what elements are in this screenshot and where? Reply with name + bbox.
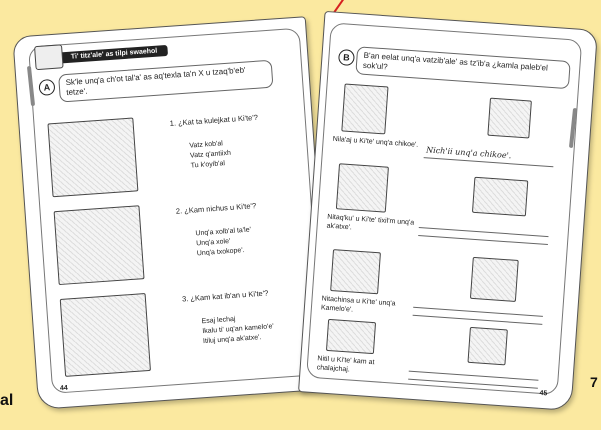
story-illustration-2: [54, 205, 145, 285]
option: Esaj lechaj: [201, 315, 236, 326]
question-1: 1. ¿Kat ta kulejkat u Ki'te'?: [169, 112, 259, 128]
question-3: 3. ¿Kam kat ib'an u Ki'te'?: [181, 288, 269, 304]
question-1-options: [189, 139, 232, 172]
item-3-answer-picture: [470, 257, 519, 302]
left-page: [12, 16, 331, 410]
left-page-number: 44: [59, 384, 69, 393]
item-4-label: Nitil u Ki'te' kam at chalajchaj.: [316, 355, 375, 374]
story-illustration-1: [47, 117, 138, 197]
header-title: Ti' titz'ale' as tilpi swaehol: [37, 45, 168, 65]
item-3-picture: [330, 249, 381, 294]
question-2-options: [195, 226, 253, 260]
edge-text-right: 7: [590, 374, 598, 390]
question-3-options: [201, 312, 274, 347]
edge-text-left: al: [0, 392, 14, 409]
item-2-picture: [336, 163, 389, 212]
option: Unq'a txokope'.: [196, 247, 245, 258]
option: Unq'a xolb'al ta'le': [195, 226, 252, 238]
question-2: 2. ¿Kam nichus u Ki'te'?: [175, 201, 257, 216]
item-2-label: Nitaq'ku' u Ki'te' tixil'm unq'a ak'atxe'.: [326, 213, 415, 232]
item-2-answer-picture: [472, 177, 528, 217]
item-1-handwritten-answer: Nich'ii unq'a chikoe'.: [425, 145, 512, 161]
right-instruction: B'an eelat unq'a vatzib'ale' as tz'ib'a ¿kamla paleb'el sok'ul?: [355, 46, 570, 89]
option: Unq'a xole': [195, 238, 231, 248]
open-workbook: [25, 18, 585, 406]
header-illustration: [34, 44, 64, 70]
option: Tu k'oyib'al: [190, 160, 226, 170]
item-1-picture: [341, 83, 388, 134]
item-3-label: Nitachinsa u Ki'te' unq'a Kamelo'e'.: [320, 295, 396, 314]
left-instruction: Sk'le unq'a ch'ot tal'a' as aq'texla ta'n X u tzaq'b'eb' tetze'.: [58, 60, 273, 103]
story-illustration-3: [60, 293, 151, 377]
option: Itiluj unq'a ak'atxe'.: [202, 334, 262, 346]
section-b-badge: B: [338, 49, 355, 66]
right-page-number: 45: [539, 389, 548, 398]
right-page: [298, 11, 598, 411]
option: Vatz q'antiixh: [189, 149, 232, 160]
option: Ikalu ti' uq'an kamelo'e': [202, 323, 274, 336]
section-a-badge: A: [38, 79, 55, 96]
item-1-answer-picture: [487, 98, 532, 139]
item-1-label: Nila'aj u Ki'te' unq'a chikoe'.: [332, 135, 419, 149]
option: Vatz kob'al: [189, 140, 224, 150]
item-4-answer-picture: [467, 327, 507, 366]
item-4-picture: [326, 319, 376, 354]
